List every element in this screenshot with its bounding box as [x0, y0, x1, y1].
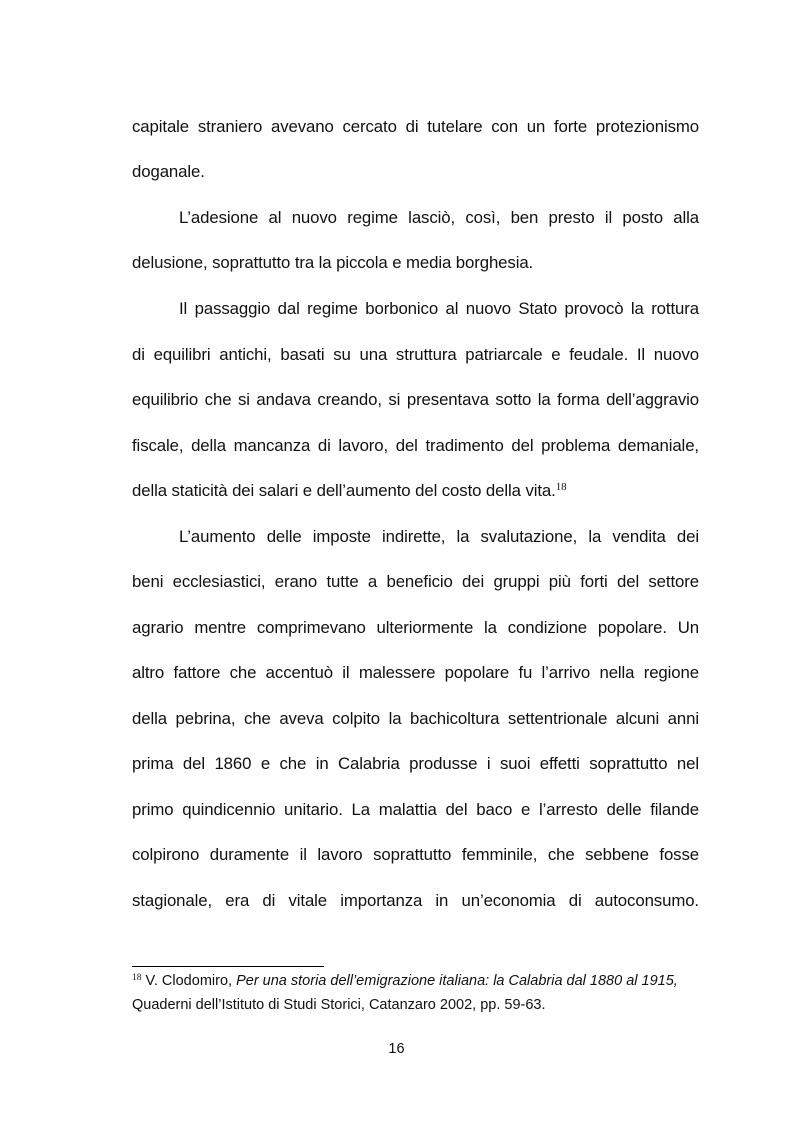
- body-line: stagionale, era di vitale importanza in un’economia di autoconsumo.: [132, 891, 699, 910]
- body-line: delusione, soprattutto tra la piccola e media borghesia.: [132, 253, 534, 272]
- body-line: di equilibri antichi, basati su una struttura patriarcale e feudale. Il nuovo: [132, 345, 699, 364]
- body-line: della pebrina, che aveva colpito la bachicoltura settentrionale alcuni anni: [132, 709, 699, 728]
- body-line: Il passaggio dal regime borbonico al nuovo Stato provocò la rottura: [179, 299, 699, 318]
- body-line: colpirono duramente il lavoro soprattutto femminile, che sebbene fosse: [132, 845, 699, 864]
- footnote-line: [132, 972, 699, 990]
- body-line: fiscale, della mancanza di lavoro, del tradimento del problema demaniale,: [132, 436, 699, 455]
- body-line: equilibrio che si andava creando, si presentava sotto la forma dell’aggravio: [132, 390, 699, 409]
- body-line: capitale straniero avevano cercato di tutelare con un forte protezionismo: [132, 117, 699, 136]
- body-line: L’adesione al nuovo regime lasciò, così, ben presto il posto alla: [179, 208, 699, 227]
- body-line: primo quindicennio unitario. La malattia del baco e l’arresto delle filande: [132, 800, 699, 819]
- body-line: beni ecclesiastici, erano tutte a beneficio dei gruppi più forti del settore: [132, 572, 699, 591]
- body-line: altro fattore che accentuò il malessere popolare fu l’arrivo nella regione: [132, 663, 699, 682]
- footnote-title: Per una storia dell’emigrazione italiana: la Calabria dal 1880 al 1915,: [236, 973, 678, 989]
- body-line-with-footnote: [132, 481, 699, 501]
- footnote-publisher: Quaderni dell’Istituto di Studi Storici, Catanzaro 2002, pp. 59-63.: [132, 997, 546, 1013]
- body-line: agrario mentre comprimevano ulteriormente la condizione popolare. Un: [132, 618, 699, 637]
- footnote-author: V. Clodomiro,: [145, 973, 233, 989]
- body-line: doganale.: [132, 162, 205, 181]
- footnote-number: 18: [132, 973, 142, 983]
- footnote-separator: [132, 966, 324, 967]
- body-line: L’aumento delle imposte indirette, la svalutazione, la vendita dei: [179, 527, 699, 546]
- body-line: prima del 1860 e che in Calabria produsse i suoi effetti soprattutto nel: [132, 754, 699, 773]
- page-number: 16: [388, 1041, 405, 1057]
- body-line-text: della staticità dei salari e dell’aumento del costo della vita.: [132, 481, 556, 500]
- footnote-reference[interactable]: 18: [555, 481, 567, 493]
